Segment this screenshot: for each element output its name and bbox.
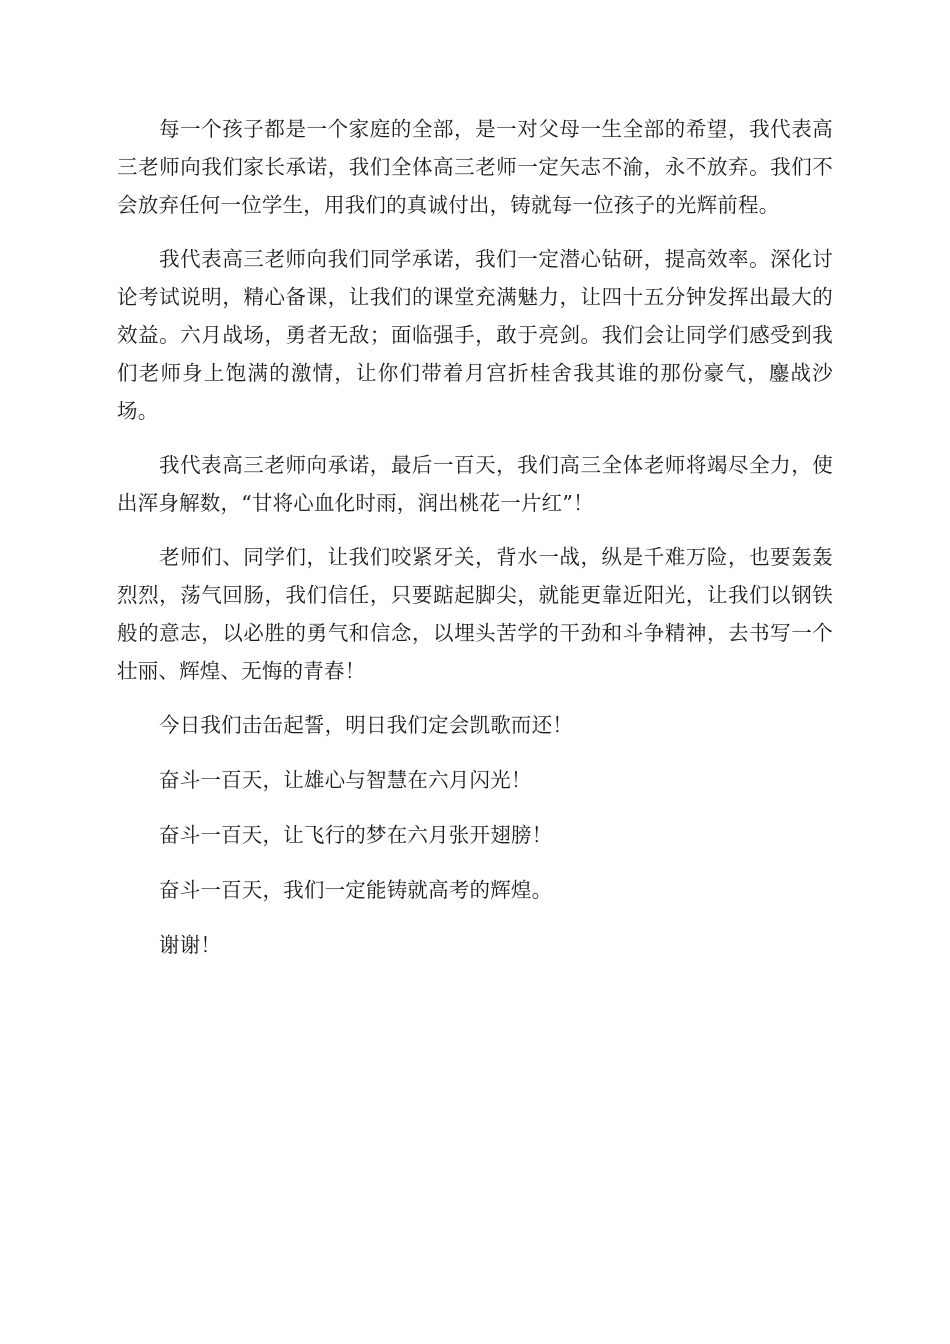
paragraph-call-to-action: 老师们、同学们，让我们咬紧牙关，背水一战，纵是千难万险，也要轰轰烈烈，荡气回肠，我们信任，只要踮起脚尖，就能更靠近阳光，让我们以钢铁般的意志，以必胜的勇气和信念，以埋头苦学的干劲和斗争精神，去书写一个壮丽、辉煌、无悔的青春！ <box>117 545 833 683</box>
paragraph-oath: 今日我们击缶起誓，明日我们定会凯歌而还！ <box>159 713 573 737</box>
paragraph-parents-promise: 每一个孩子都是一个家庭的全部，是一对父母一生全部的希望，我代表高三老师向我们家长承诺，我们全体高三老师一定矢志不渝，永不放弃。我们不会放弃任何一位学生，用我们的真诚付出，铸就每一位孩子的光辉前程。 <box>117 117 833 217</box>
document-body <box>117 110 833 981</box>
paragraph-final-hundred-days: 我代表高三老师向承诺，最后一百天，我们高三全体老师将竭尽全力，使出浑身解数，“甘将心血化时雨，润出桃花一片红”！ <box>117 453 833 515</box>
paragraph-thanks: 谢谢！ <box>159 933 222 957</box>
paragraph-slogan-1: 奋斗一百天，让雄心与智慧在六月闪光！ <box>159 768 532 792</box>
paragraph-slogan-3: 奋斗一百天，我们一定能铸就高考的辉煌。 <box>159 878 553 902</box>
paragraph-students-promise: 我代表高三老师向我们同学承诺，我们一定潜心钻研，提高效率。深化讨论考试说明，精心备课，让我们的课堂充满魅力，让四十五分钟发挥出最大的效益。六月战场，勇者无敌；面临强手，敢于亮剑。我们会让同学们感受到我们老师身上饱满的激情，让你们带着月宫折桂舍我其谁的那份豪气，鏖战沙场。 <box>117 247 833 423</box>
paragraph-slogan-2: 奋斗一百天，让飞行的梦在六月张开翅膀！ <box>159 823 553 847</box>
